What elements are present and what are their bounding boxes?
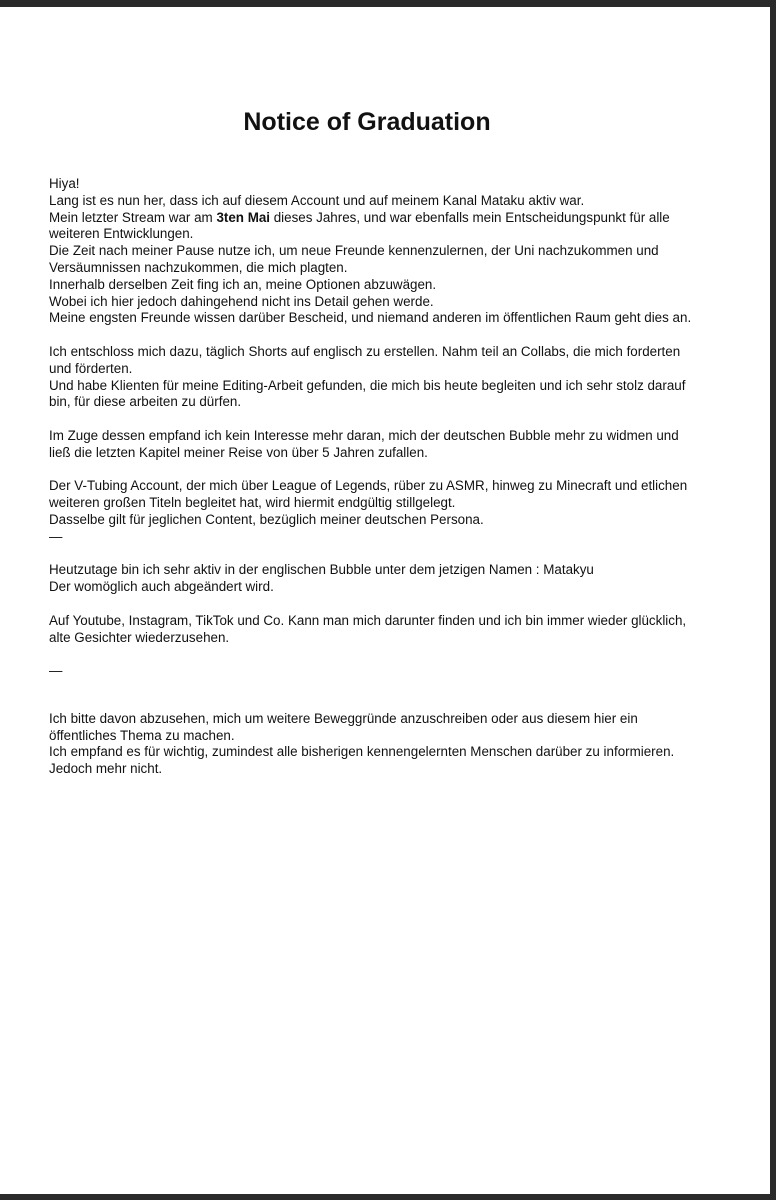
paragraph-line: Und habe Klienten für meine Editing-Arbeit gefunden, die mich bis heute begleiten und ich sehr stolz darauf bin, für diese arbeiten zu dürfen. bbox=[49, 377, 686, 410]
paragraph-line: Heutzutage bin ich sehr aktiv in der englischen Bubble unter dem jetzigen Namen : Matakyu bbox=[49, 562, 594, 578]
paragraph-8 bbox=[49, 711, 689, 778]
paragraph-line: Die Zeit nach meiner Pause nutze ich, um neue Freunde kennenzulernen, der Uni nachzukommen und Versäumnissen nachzukommen, die mich plagten. bbox=[49, 243, 659, 275]
bottom-border bbox=[0, 1194, 776, 1200]
paragraph-3 bbox=[49, 428, 689, 462]
paragraph-line: Meine engsten Freunde wissen darüber Bescheid, und niemand anderen im öffentlichen Raum geht dies an. bbox=[49, 310, 692, 326]
document-title: Notice of Graduation bbox=[243, 108, 491, 136]
right-border bbox=[770, 0, 776, 1200]
paragraph-line: Ich bitte davon abzusehen, mich um weitere Beweggründe anzuschreiben oder aus diesem hier ein öffentliches Thema zu machen. bbox=[49, 710, 638, 743]
paragraph-5 bbox=[49, 562, 689, 596]
paragraph-6 bbox=[49, 613, 689, 647]
paragraph-line: Ich entschloss mich dazu, täglich Shorts auf englisch zu erstellen. Nahm teil an Collabs, die mich forderten und förderten. bbox=[49, 343, 681, 376]
spacer bbox=[49, 697, 689, 711]
paragraph-line: Der V-Tubing Account, der mich über League of Legends, rüber zu ASMR, hinweg zu Minecraft und etlichen weiteren großen Titeln begleitet hat, wird hiermit endgültig stillgelegt. bbox=[49, 478, 688, 511]
paragraph-line: Jedoch mehr nicht. bbox=[49, 761, 163, 777]
paragraph-line: Im Zuge dessen empfand ich kein Interesse mehr daran, mich der deutschen Bubble mehr zu widmen und ließ die letzten Kapitel meiner Reise von über 5 Jahren zufallen. bbox=[49, 427, 679, 460]
paragraph-line: Lang ist es nun her, dass ich auf diesem Account und auf meinem Kanal Mataku aktiv war. bbox=[49, 192, 585, 208]
top-border bbox=[0, 0, 776, 7]
document-body bbox=[49, 176, 692, 795]
paragraph-4 bbox=[49, 478, 689, 545]
paragraph-line: Innerhalb derselben Zeit fing ich an, meine Optionen abzuwägen. bbox=[49, 276, 437, 292]
paragraph-2 bbox=[49, 344, 689, 411]
paragraph-7 bbox=[49, 663, 689, 680]
text-segment: Mein letzter Stream war am bbox=[49, 209, 217, 225]
paragraph-line: Der womöglich auch abgeändert wird. bbox=[49, 579, 274, 595]
paragraph-1 bbox=[49, 176, 692, 327]
text-segment: dieses Jahres, und war ebenfalls mein Entscheidungspunkt für alle weiteren Entwicklungen. bbox=[49, 209, 670, 242]
separator-dash: — bbox=[49, 663, 63, 679]
separator-dash: — bbox=[49, 528, 63, 544]
paragraph-line-with-date bbox=[49, 210, 689, 244]
paragraph-line: Wobei ich hier jedoch dahingehend nicht ins Detail gehen werde. bbox=[49, 293, 434, 309]
paragraph-line: Dasselbe gilt für jeglichen Content, bezüglich meiner deutschen Persona. bbox=[49, 511, 484, 527]
paragraph-line: Ich empfand es für wichtig, zumindest alle bisherigen kennengelernten Menschen darüber zu informieren. bbox=[49, 744, 675, 760]
bold-date: 3ten Mai bbox=[216, 209, 271, 225]
paragraph-line: Hiya! bbox=[49, 176, 80, 191]
paragraph-line: Auf Youtube, Instagram, TikTok und Co. Kann man mich darunter finden und ich bin immer wieder glücklich, alte Gesichter wiederzusehen. bbox=[49, 612, 687, 645]
